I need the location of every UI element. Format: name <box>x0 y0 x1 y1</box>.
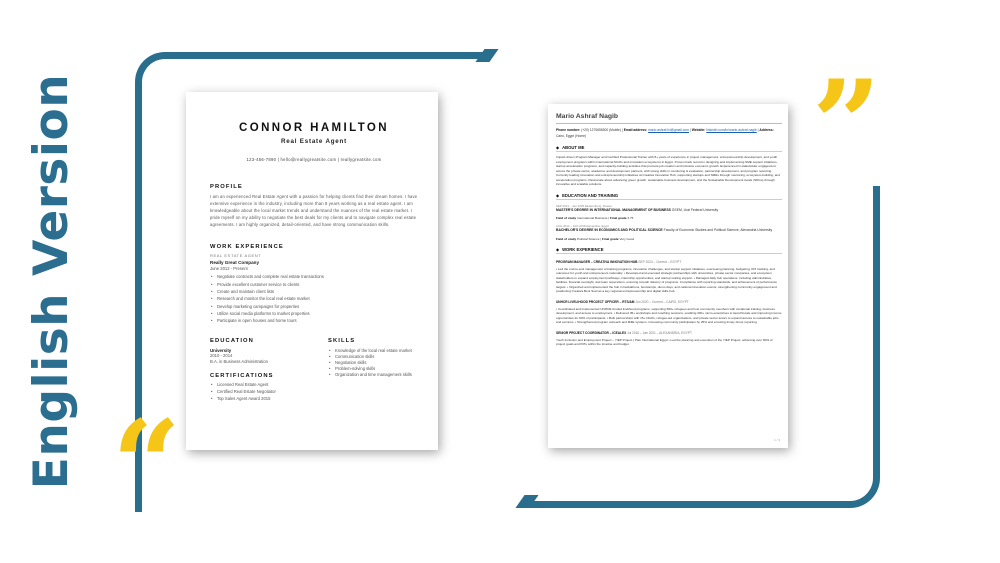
list-item: • Negotiate contracts and complete real estate transactions <box>210 273 418 280</box>
job-title-text: SENIOR PROJECT COORDINATOR – ICEALEX <box>556 330 627 335</box>
page-number: 1 / 3 <box>774 438 780 442</box>
list-item: • Top Sales Agent Award 2015 <box>210 395 328 402</box>
list-item: • Research and monitor the local real estate market <box>210 295 418 302</box>
grade-value: Very Good <box>619 236 635 241</box>
field-value: International Business <box>576 216 608 221</box>
list-item: • Communication skills <box>328 354 418 360</box>
resume-contact: 123-456-7890 | hello@reallygreatsite.com | reallygreatsite.com <box>246 157 382 162</box>
phone-label: Phone number: <box>556 128 581 132</box>
resume-name: Mario Ashraf Nagib <box>556 113 619 120</box>
job-bullets: • Led the end-to-end management of training programs, innovation challenges, and startup support initiatives, overseeing planning, budgeting, KPI tracking, and outcomes for youth and entrepreneurs nationally. • Developed and executed strategic partnerships with universities, private sector companies, and ecosystem stakeholders to expand employment pathways, internship opportunities, and startup scaling support. • Managed daily hub operations, including administrative, facilities, financial oversight, and team supervision, ensuring smooth delivery of programs. Compliance with reporting standards, and achievement of performance targets. • Organized and implemented the hub in hackathons, bootcamps, demo days, and national innovation events, strengthening community engagement and positioning Creativa Beni Suef as a key regional entrepreneurship and digital skills hub. <box>556 266 777 294</box>
list-item: • Negotiation skills <box>328 360 418 366</box>
name-divider <box>556 123 782 124</box>
close-quote-icon: ” <box>812 54 882 195</box>
education-years: 2010 - 2014 <box>210 352 233 358</box>
education-meta: SEP 2021 – Jan 2025 Ekaterinburg, Russia <box>556 203 612 208</box>
phone-value: (+20) 1270656300 (Mobile) <box>581 128 621 132</box>
profile-heading: PROFILE <box>210 184 243 190</box>
degree-title: MASTER'S DEGREE IN INTERNATIONAL MANAGEMENT OF BUSINESS <box>556 207 671 212</box>
job-title-text: PROGRAM MANAGER – CREATIVA INNOVATION HUB <box>556 259 638 264</box>
vertical-title <box>22 0 82 563</box>
education-heading: EDUCATION <box>210 337 254 344</box>
field-label: Field of study <box>556 216 577 221</box>
certifications-heading: CERTIFICATIONS <box>210 372 274 379</box>
section-marker-icon: ◆ <box>556 192 560 198</box>
job-title <box>556 331 782 335</box>
grade-value: 3.75 <box>627 216 634 221</box>
job-meta: SEP 2024 – Current – EGYPT <box>638 259 682 264</box>
website-label: Website: <box>691 128 706 132</box>
job-title <box>556 260 782 264</box>
education-meta: AUG 2014 – JUN 2018 Alexandria, Egypt <box>556 224 609 229</box>
work-heading: WORK EXPERIENCE <box>210 244 284 251</box>
grade-label: Final grade <box>609 216 627 221</box>
job-meta: Jun 2020 – Current – CAIRO, EGYPT <box>635 299 689 304</box>
list-item: • Problem-solving skills <box>328 366 418 372</box>
job-bullets: Youth Inclusion and Employment Project – YIEP Project | Plan International Egypt • Led the planning and execution of the YIEP Project, achieving over 90% of project goals and KPIs within the timeline and budget. <box>556 337 773 347</box>
work-dates: June 2012 - Present <box>210 266 248 272</box>
list-item: • Create and maintain client lists <box>210 288 418 295</box>
skills-heading: SKILLS <box>328 337 356 344</box>
degree-institution: Faculty of Economic Studies and Political Science, Alexandria University <box>663 228 773 233</box>
address-value: Cairo, Egypt (Home) <box>556 133 587 138</box>
list-item: • Participate in open houses and home tours <box>210 317 418 324</box>
email-link[interactable]: mario.ashraf.fci@gmail.com <box>648 128 689 132</box>
work-role: REAL ESTATE AGENT <box>210 253 262 259</box>
list-item: • Knowledge of the local real estate market <box>328 348 418 354</box>
list-item: • Certified Real Estate Negotiator <box>210 388 328 395</box>
left-bracket-cap-decoration <box>475 49 498 62</box>
list-item: • Licensed Real Estate Agent <box>210 381 328 388</box>
bottom-columns <box>210 338 418 403</box>
degree-institution: GSEM, Ural Federal University <box>671 207 719 212</box>
about-section-header <box>556 145 782 152</box>
list-item: • Organization and time management skills <box>328 372 418 378</box>
profile-text: I am an experienced Real Estate Agent with a passion for helping clients find their dream homes. I have extensive experience in the industry, including more than 8 years working as a real estate agent. I am knowledgeable about the local market trends and understand the nuances of the real estate market. I pride myself on my ability to negotiate the best deals for my clients and to navigate complex real estate agreements. I am highly organized, detail-oriented, and have strong communication skills. <box>210 194 418 228</box>
education-field: Field of study Political Science | Final grade Very Good <box>556 236 635 241</box>
education-degree <box>556 228 782 233</box>
education-degree <box>556 208 782 213</box>
education-heading: EDUCATION AND TRAINING <box>562 192 619 198</box>
contact-info: Phone number: (+20) 1270656300 (Mobile) | Email address: mario.ashraf.fci@gmail.com | Website: linkedin.com/in/mario-ashraf-nagib | Address: Cairo, Egypt (Home) <box>556 128 774 138</box>
skills-column <box>328 338 418 403</box>
list-item: • Provide excellent customer service to clients <box>210 281 418 288</box>
about-heading: ABOUT ME <box>562 145 585 151</box>
skills-list <box>328 348 418 379</box>
job-title-text: UNHCR LIVELIHOOD PROJECT OFFICER – RTS/AM <box>556 299 635 304</box>
resume-connor-hamilton <box>186 92 438 450</box>
section-marker-icon: ◆ <box>556 246 560 252</box>
job-title <box>556 300 782 304</box>
resume-name: CONNOR HAMILTON <box>239 122 389 134</box>
work-bullets <box>210 273 418 324</box>
field-value: Political Science <box>576 236 600 241</box>
email-label: Email address: <box>623 128 648 132</box>
resume-mario-ashraf-nagib <box>548 104 788 448</box>
education-school: University <box>210 347 232 353</box>
grade-label: Final grade <box>602 236 619 241</box>
education-degree: B.A. in Business Administration <box>210 358 268 364</box>
certifications-list <box>210 381 328 403</box>
job-bullets: • Coordinated and implemented UNHCR-funded livelihood programs, supporting 500+ refugees and host community members with vocational training, business development, and access to employment. • Delivered 35+ workshops and coaching sessions, enabling 300+ micro-enterprises to launch/scale and improving income opportunities for 60% of participants. • Built partnerships with 15+ NGOs, refugee-led organizations, and private sector actors to expand access to sustainable jobs and services. • Strengthened program outreach and M&E systems, increasing community participation by 25% and ensuring timely donor reporting. <box>556 306 782 325</box>
degree-title: BACHELOR'S DEGREE IN ECONOMICS AND POLITICAL SCIENCE <box>556 228 663 233</box>
vertical-title-text: English Version <box>24 73 80 490</box>
education-section-header <box>556 193 782 200</box>
job-meta: Jul 2016 – Jan 2021 – ALEXANDRIA, EGYPT <box>627 330 692 335</box>
about-text: Impact-driven Program Manager and Certified Professional Trainer with 8+ years of experience in project management, entrepreneurship development, and youth employment programs within international NGOs and innovation ecosystems in Egypt. Proven track record in designing and implementing SME support initiatives, startup acceleration programs, and capacity-building activities that promote job creation and inclusive economic growth. Experienced in stakeholder engagement across the private sector, academia, and development partners, with strong skills in monitoring & evaluation, partnership development, and program reporting. Currently leading innovation and entrepreneurship initiatives at Creativa Innovation Hub, supporting startups and SMEs through mentoring, ecosystem-building, and acceleration programs. Passionate about advancing green growth, sustainable business development, and the Sustainable Development Goals (SDGs) through innovative and scalable solutions. <box>556 155 780 187</box>
work-heading: WORK EXPERIENCE <box>562 246 604 252</box>
work-company: Really Great Company <box>210 260 260 266</box>
website-link[interactable]: linkedin.com/in/mario-ashraf-nagib <box>706 128 757 132</box>
work-section-header <box>556 247 782 254</box>
list-item: • Utilize social media platforms to market properties <box>210 310 418 317</box>
resume-title: Real Estate Agent <box>281 138 347 145</box>
open-quote-icon: “ <box>112 394 182 535</box>
address-label: Address: <box>759 128 774 132</box>
list-item: • Develop marketing campaigns for properties <box>210 303 418 310</box>
field-label: Field of study <box>556 236 577 241</box>
education-column <box>210 338 328 403</box>
section-marker-icon: ◆ <box>556 145 560 151</box>
education-field: Field of study International Business | Final grade 3.75 <box>556 216 634 221</box>
